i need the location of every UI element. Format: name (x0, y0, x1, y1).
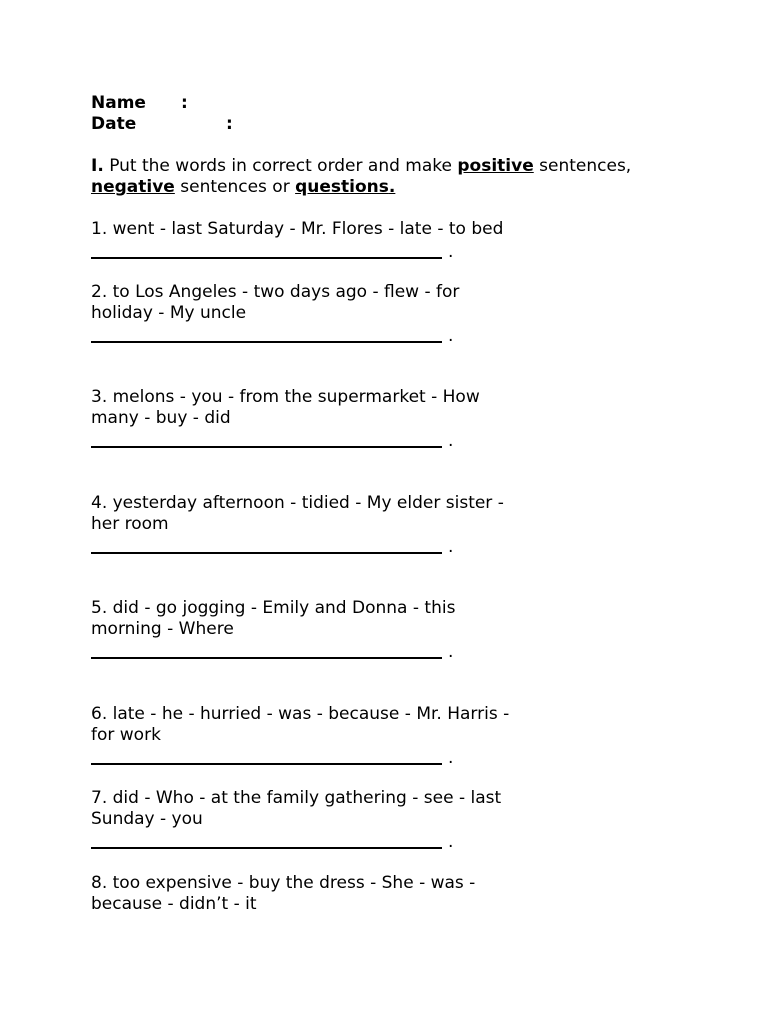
exercise-item (91, 387, 531, 451)
date-label: Date (91, 114, 137, 134)
answer-field[interactable] (91, 640, 531, 662)
answer-field[interactable] (91, 535, 531, 557)
answer-field[interactable] (91, 324, 531, 346)
exercise-prompt-line-1: 6. late - he - hurried - was - because - Mr. Harris - (91, 704, 510, 724)
exercise-prompt-line-2: because - didn’t - it (91, 894, 257, 914)
answer-field[interactable] (91, 240, 531, 262)
date-row (91, 114, 691, 135)
exercise-prompt-line-2: many - buy - did (91, 408, 231, 428)
instruction-text-2: sentences, (533, 156, 632, 176)
answer-period: . (448, 431, 454, 451)
exercise-item (91, 493, 531, 557)
questions-word: questions (295, 177, 389, 197)
exercise-item (91, 219, 531, 262)
answer-period: . (448, 537, 454, 557)
exercise-item (91, 873, 531, 915)
instruction-text-1: Put the words in correct order and make (103, 156, 458, 176)
exercise-prompt-line-2: holiday - My uncle (91, 303, 247, 323)
exercise-prompt-line-1: 4. yesterday afternoon - tidied - My elder sister - (91, 493, 504, 513)
instruction-period: . (388, 177, 396, 197)
answer-line[interactable] (91, 540, 442, 554)
negative-word: negative (91, 177, 175, 197)
exercise-item (91, 282, 531, 346)
exercise-item (91, 598, 531, 662)
instruction-text-3: sentences or (174, 177, 296, 197)
name-colon: : (181, 93, 188, 113)
exercise-item (91, 788, 531, 852)
name-label: Name (91, 93, 146, 113)
answer-field[interactable] (91, 429, 531, 451)
exercise-prompt-line-1: 8. too expensive - buy the dress - She - was - (91, 873, 476, 893)
answer-period: . (448, 642, 454, 662)
answer-field[interactable] (91, 830, 531, 852)
answer-period: . (448, 242, 454, 262)
answer-line[interactable] (91, 329, 442, 343)
answer-line[interactable] (91, 835, 442, 849)
exercise-prompt-line-2: morning - Where (91, 619, 234, 639)
exercise-prompt-line-1: 5. did - go jogging - Emily and Donna - this (91, 598, 456, 618)
answer-line[interactable] (91, 434, 442, 448)
exercise-item (91, 704, 531, 768)
answer-period: . (448, 832, 454, 852)
instruction (91, 156, 691, 198)
answer-line[interactable] (91, 245, 442, 259)
positive-word: positive (457, 156, 534, 176)
exercise-prompt-line-2: Sunday - you (91, 809, 203, 829)
exercise-prompt-line-1: 7. did - Who - at the family gathering - see - last (91, 788, 502, 808)
exercise-prompt-line-2: her room (91, 514, 169, 534)
exercise-prompt-line-1: 1. went - last Saturday - Mr. Flores - late - to bed (91, 219, 504, 239)
exercise-prompt-line-1: 3. melons - you - from the supermarket - How (91, 387, 480, 407)
answer-field[interactable] (91, 746, 531, 768)
exercise-prompt-line-2: for work (91, 725, 161, 745)
answer-period: . (448, 748, 454, 768)
answer-line[interactable] (91, 751, 442, 765)
answer-line[interactable] (91, 645, 442, 659)
date-colon: : (226, 114, 233, 134)
exercise-prompt-line-1: 2. to Los Angeles - two days ago - flew - for (91, 282, 460, 302)
section-numeral: I. (91, 156, 104, 176)
answer-period: . (448, 326, 454, 346)
